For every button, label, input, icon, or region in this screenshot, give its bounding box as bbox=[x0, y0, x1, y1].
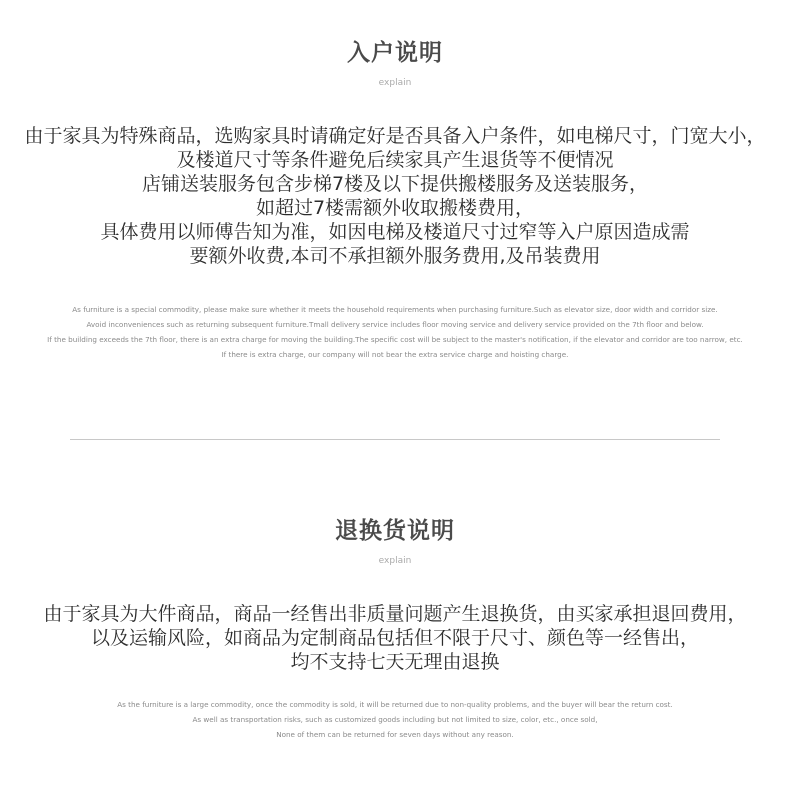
entry-section-title: 入户说明 bbox=[347, 40, 443, 66]
entry-en-line: Avoid inconveniences such as returning subsequent furniture.Tmall delivery service includes floor moving service and delivery service provided on the 7th floor and below. bbox=[86, 320, 704, 329]
entry-en-line: If the building exceeds the 7th floor, there is an extra charge for moving the building.The specific cost will be subject to the master's notification, if the elevator and corridor are too narrow, etc. bbox=[47, 335, 743, 344]
entry-cn-line: 由于家具为特殊商品，选购家具时请确定好是否具备入户条件，如电梯尺寸，门宽大小， bbox=[24, 125, 766, 147]
returns-en-line: As well as transportation risks, such as customized goods including but not limited to size, color, etc., once sold, bbox=[192, 715, 598, 724]
returns-en-line: None of them can be returned for seven days without any reason. bbox=[276, 730, 514, 739]
entry-cn-line: 店铺送装服务包含步梯7楼及以下提供搬楼服务及送装服务， bbox=[141, 173, 649, 195]
entry-cn-line: 要额外收费,本司不承担额外服务费用,及吊装费用 bbox=[189, 245, 601, 267]
returns-section-title: 退换货说明 bbox=[335, 518, 455, 544]
section-divider bbox=[70, 439, 720, 440]
entry-chinese-paragraph bbox=[0, 124, 790, 268]
returns-cn-line: 由于家具为大件商品，商品一经售出非质量问题产生退换货，由买家承担退回费用， bbox=[43, 603, 747, 625]
entry-en-line: If there is extra charge, our company will not bear the extra service charge and hoisting charge. bbox=[221, 350, 569, 359]
returns-english-paragraph bbox=[0, 697, 790, 742]
returns-chinese-paragraph bbox=[0, 602, 790, 674]
returns-cn-line: 以及运输风险，如商品为定制商品包括但不限于尺寸、颜色等一经售出， bbox=[90, 627, 699, 649]
returns-cn-line: 均不支持七天无理由退换 bbox=[290, 651, 500, 673]
returns-section-subtitle: explain bbox=[378, 556, 412, 566]
returns-en-line: As the furniture is a large commodity, once the commodity is sold, it will be returned due to non-quality problems, and the buyer will bear the return cost. bbox=[117, 700, 673, 709]
entry-cn-line: 及楼道尺寸等条件避免后续家具产生退货等不便情况 bbox=[176, 149, 614, 171]
entry-cn-line: 具体费用以师傅告知为准，如因电梯及楼道尺寸过窄等入户原因造成需 bbox=[100, 221, 690, 243]
entry-en-line: As furniture is a special commodity, please make sure whether it meets the household requirements when purchasing furniture.Such as elevator size, door width and corridor size. bbox=[72, 305, 718, 314]
entry-section-subtitle: explain bbox=[378, 78, 412, 88]
entry-english-paragraph bbox=[0, 302, 790, 362]
entry-cn-line: 如超过7楼需额外收取搬楼费用， bbox=[255, 197, 535, 219]
